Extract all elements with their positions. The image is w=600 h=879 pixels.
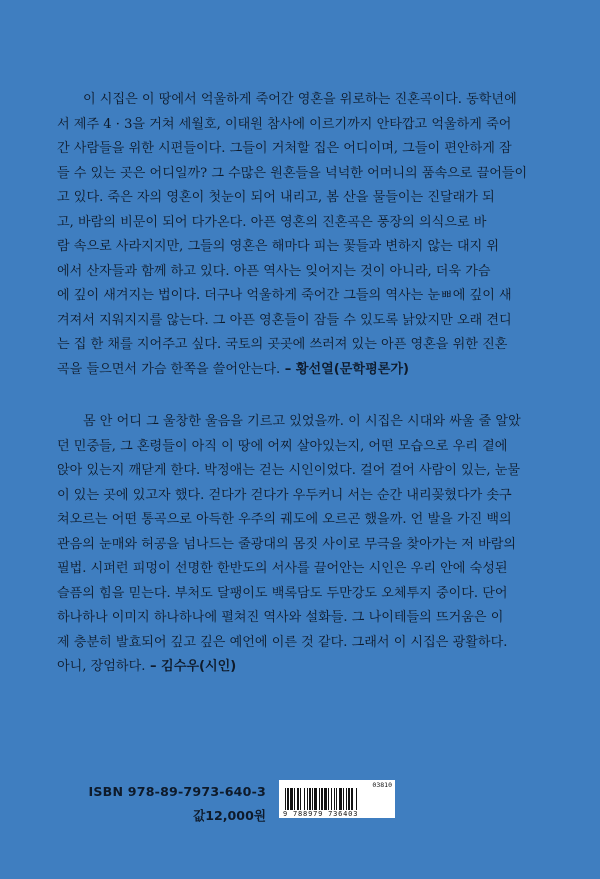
barcode-bar	[294, 788, 295, 810]
barcode-bar	[339, 788, 342, 810]
barcode	[279, 780, 395, 818]
barcode-bar	[314, 788, 317, 810]
review-2-line: 하나하나 이미지 하나하나에 펼쳐진 역사와 설화들. 그 나이테들의 뜨거움은 이	[57, 610, 504, 625]
barcode-bar	[285, 788, 286, 810]
review-1-text: 곡을 들으면서 가슴 한쪽을 쓸어안는다.	[57, 361, 281, 377]
review-1-line: 람 속으로 사라지지만, 그들의 영혼은 해마다 피는 꽃들과 변하지 않는 대지 위	[57, 239, 500, 254]
review-2-line: 쳐오르는 어떤 통곡으로 아득한 우주의 궤도에 오르곤 했을까. 언 발을 가진 백의	[57, 512, 512, 527]
review-2-last-line	[57, 655, 545, 680]
barcode-bar	[321, 788, 323, 810]
barcode-bar	[290, 788, 293, 810]
barcode-bar	[309, 788, 311, 810]
review-section-1	[57, 88, 545, 382]
review-2-line: 필법. 시퍼런 피멍이 선명한 한반도의 서사를 끌어안는 시인은 우리 안에 숙성된	[57, 561, 508, 576]
barcode-bars	[285, 788, 389, 810]
barcode-bar	[356, 788, 357, 810]
barcode-bar	[343, 788, 344, 810]
review-1-line: 서 제주 4 · 3을 거쳐 세월호, 이태원 참사에 이르기까지 안타깝고 억울하게 죽어	[57, 116, 512, 132]
barcode-bar	[307, 788, 308, 810]
review-2-line: 슬픔의 힘을 믿는다. 부처도 달팽이도 백록담도 두만강도 오체투지 중이다. 단어	[57, 585, 508, 601]
barcode-bar	[304, 788, 305, 810]
review-1-line: 에 깊이 새겨지는 법이다. 더구나 억울하게 죽어간 그들의 역사는 눈ㅃ에 깊이 새	[57, 288, 512, 303]
isbn-number: ISBN 978-89-7973-640-3	[88, 784, 266, 799]
review-section-2	[57, 410, 545, 680]
barcode-bar	[334, 788, 335, 810]
barcode-bar	[351, 788, 353, 810]
barcode-bar	[287, 788, 289, 810]
review-1-line: 이 시집은 이 땅에서 억울하게 죽어간 영혼을 위로하는 진혼곡이다. 동학년에	[83, 92, 517, 107]
review-2-line: 관음의 눈매와 허공을 넘나드는 줄광대의 몸짓 사이로 무극을 찾아가는 저 바람의	[57, 536, 517, 552]
review-2-line: 앉아 있는지 깨닫게 한다. 박정애는 걷는 시인이었다. 걸어 걸어 사람이 있는, 눈물	[57, 463, 521, 478]
review-2-line: 몸 안 어디 그 울창한 울음을 기르고 있었을까. 이 시집은 시대와 싸울 줄 알았	[83, 414, 521, 429]
barcode-bar	[336, 788, 337, 810]
review-1-line: 겨져서 지워지지를 않는다. 그 아픈 영혼들이 잠들 수 있도록 낡았지만 오래 견디	[57, 312, 512, 328]
barcode-bar	[297, 788, 299, 810]
barcode-addon-code: 03810	[372, 781, 392, 789]
review-1-line: 고 있다. 죽은 자의 영혼이 첫눈이 되어 내리고, 봄 산을 물들이는 진달래가 되	[57, 190, 495, 205]
barcode-bar	[328, 788, 329, 810]
barcode-digits: 9 788979 736403	[283, 810, 359, 818]
barcode-bar	[300, 788, 301, 810]
price-label: 값12,000원	[193, 808, 266, 823]
barcode-bar	[331, 788, 332, 810]
review-1-credit: – 황선열(문학평론가)	[280, 361, 410, 377]
review-1-line: 는 집 한 채를 지어주고 싶다. 국토의 곳곳에 쓰러져 있는 아픈 영혼을 위한 진혼	[57, 337, 508, 352]
review-2-line: 이 있는 곳에 있고자 했다. 걷다가 걷다가 우두커니 서는 순간 내리꽂혔다가 솟구	[57, 487, 512, 503]
review-1-line: 들 수 있는 곳은 어디일까? 그 수많은 원혼들을 넉넉한 어머니의 품속으로 끌어들이	[57, 165, 528, 181]
review-2-text: 아니, 장엄하다.	[57, 659, 146, 674]
barcode-bar	[319, 788, 320, 810]
review-2-credit: – 김수우(시인)	[145, 659, 237, 674]
review-2-line: 던 민중들, 그 혼령들이 아직 이 땅에 어찌 살아있는지, 어떤 모습으로 우리 곁에	[57, 438, 508, 454]
review-1-last-line	[57, 358, 545, 383]
barcode-bar	[348, 788, 350, 810]
review-1-line: 에서 산자들과 함께 하고 있다. 아픈 역사는 잊어지는 것이 아니라, 더욱 가슴	[57, 263, 491, 279]
review-1-line: 고, 바람의 비문이 되어 다가온다. 아픈 영혼의 진혼곡은 풍장의 의식으로 바	[57, 214, 487, 230]
barcode-bar	[312, 788, 313, 810]
review-1-line: 간 사람들을 위한 시편들이다. 그들이 거처할 집은 어디이며, 그들이 편안하게 잠	[57, 141, 512, 156]
review-2-line: 제 충분히 발효되어 깊고 깊은 예언에 이른 것 같다. 그래서 이 시집은 광활하다.	[57, 634, 508, 650]
barcode-bar	[324, 788, 327, 810]
barcode-bar	[346, 788, 347, 810]
